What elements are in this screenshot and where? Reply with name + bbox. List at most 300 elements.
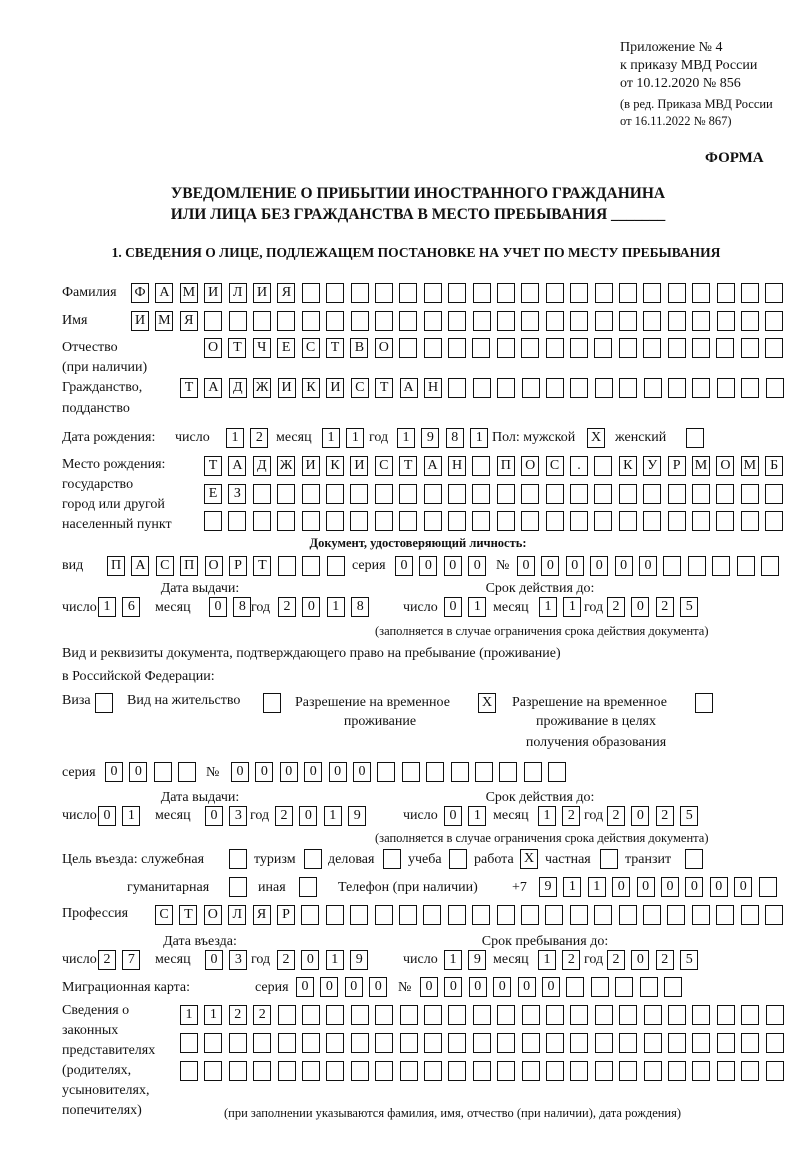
- char-cell[interactable]: 0: [631, 806, 649, 826]
- char-cell[interactable]: 0: [255, 762, 273, 782]
- char-cell[interactable]: 0: [299, 806, 317, 826]
- char-cell[interactable]: 2: [98, 950, 116, 970]
- char-cell[interactable]: [619, 283, 637, 303]
- char-cell[interactable]: 2: [278, 597, 296, 617]
- char-cell[interactable]: [766, 1033, 784, 1053]
- char-cell[interactable]: [595, 1005, 613, 1025]
- char-cell[interactable]: [594, 456, 612, 476]
- char-cell[interactable]: [497, 378, 515, 398]
- checkbox-cell[interactable]: [304, 849, 322, 869]
- char-cell[interactable]: 0: [631, 950, 649, 970]
- char-cell[interactable]: [302, 556, 320, 576]
- char-cell[interactable]: [615, 977, 633, 997]
- char-cell[interactable]: [692, 484, 710, 504]
- char-cell[interactable]: Р: [277, 905, 295, 925]
- char-cell[interactable]: 1: [470, 428, 488, 448]
- char-cell[interactable]: Л: [228, 905, 246, 925]
- char-cell[interactable]: [473, 1033, 491, 1053]
- char-cell[interactable]: [643, 484, 661, 504]
- char-cell[interactable]: З: [228, 484, 246, 504]
- char-cell[interactable]: А: [155, 283, 173, 303]
- char-cell[interactable]: [522, 1061, 540, 1081]
- char-cell[interactable]: [377, 762, 395, 782]
- char-cell[interactable]: Л: [229, 283, 247, 303]
- char-cell[interactable]: [595, 1033, 613, 1053]
- char-cell[interactable]: [692, 1033, 710, 1053]
- char-cell[interactable]: [668, 484, 686, 504]
- char-cell[interactable]: [375, 511, 393, 531]
- char-cell[interactable]: [448, 511, 466, 531]
- char-cell[interactable]: [350, 511, 368, 531]
- char-cell[interactable]: [497, 1005, 515, 1025]
- char-cell[interactable]: [497, 338, 515, 358]
- char-cell[interactable]: 1: [563, 877, 581, 897]
- char-cell[interactable]: 1: [538, 806, 556, 826]
- char-cell[interactable]: [644, 1033, 662, 1053]
- char-cell[interactable]: [351, 1005, 369, 1025]
- char-cell[interactable]: [741, 905, 759, 925]
- char-cell[interactable]: Б: [765, 456, 783, 476]
- char-cell[interactable]: [766, 1061, 784, 1081]
- char-cell[interactable]: [594, 905, 612, 925]
- char-cell[interactable]: [692, 511, 710, 531]
- char-cell[interactable]: [765, 905, 783, 925]
- char-cell[interactable]: 2: [656, 806, 674, 826]
- char-cell[interactable]: [400, 1005, 418, 1025]
- char-cell[interactable]: [546, 1061, 564, 1081]
- char-cell[interactable]: [716, 511, 734, 531]
- char-cell[interactable]: Н: [424, 378, 442, 398]
- char-cell[interactable]: 5: [680, 597, 698, 617]
- char-cell[interactable]: 0: [98, 806, 116, 826]
- char-cell[interactable]: В: [350, 338, 368, 358]
- char-cell[interactable]: [497, 1033, 515, 1053]
- char-cell[interactable]: [472, 338, 490, 358]
- char-cell[interactable]: [741, 283, 759, 303]
- char-cell[interactable]: 3: [229, 950, 247, 970]
- char-cell[interactable]: 0: [280, 762, 298, 782]
- char-cell[interactable]: 1: [346, 428, 364, 448]
- char-cell[interactable]: А: [424, 456, 442, 476]
- char-cell[interactable]: [180, 1033, 198, 1053]
- checkbox-cell[interactable]: [685, 849, 703, 869]
- char-cell[interactable]: [497, 905, 515, 925]
- char-cell[interactable]: 1: [539, 597, 557, 617]
- char-cell[interactable]: [399, 484, 417, 504]
- char-cell[interactable]: Ф: [131, 283, 149, 303]
- char-cell[interactable]: [619, 511, 637, 531]
- char-cell[interactable]: [277, 484, 295, 504]
- char-cell[interactable]: [741, 511, 759, 531]
- checkbox-cell[interactable]: X: [478, 693, 496, 713]
- char-cell[interactable]: [716, 484, 734, 504]
- char-cell[interactable]: [497, 1061, 515, 1081]
- char-cell[interactable]: [546, 511, 564, 531]
- char-cell[interactable]: 9: [468, 950, 486, 970]
- char-cell[interactable]: 5: [680, 950, 698, 970]
- char-cell[interactable]: [302, 283, 320, 303]
- char-cell[interactable]: [253, 511, 271, 531]
- char-cell[interactable]: П: [180, 556, 198, 576]
- checkbox-cell[interactable]: [299, 877, 317, 897]
- char-cell[interactable]: 1: [538, 950, 556, 970]
- char-cell[interactable]: 0: [296, 977, 314, 997]
- char-cell[interactable]: [402, 762, 420, 782]
- char-cell[interactable]: [277, 511, 295, 531]
- char-cell[interactable]: [351, 1061, 369, 1081]
- char-cell[interactable]: А: [131, 556, 149, 576]
- char-cell[interactable]: И: [326, 378, 344, 398]
- char-cell[interactable]: [521, 311, 539, 331]
- char-cell[interactable]: 1: [226, 428, 244, 448]
- char-cell[interactable]: [595, 378, 613, 398]
- char-cell[interactable]: [692, 378, 710, 398]
- char-cell[interactable]: 0: [444, 597, 462, 617]
- char-cell[interactable]: 0: [231, 762, 249, 782]
- char-cell[interactable]: М: [692, 456, 710, 476]
- char-cell[interactable]: [668, 283, 686, 303]
- char-cell[interactable]: О: [716, 456, 734, 476]
- char-cell[interactable]: 3: [229, 806, 247, 826]
- checkbox-cell[interactable]: [229, 877, 247, 897]
- char-cell[interactable]: [570, 378, 588, 398]
- char-cell[interactable]: [154, 762, 172, 782]
- char-cell[interactable]: [204, 1061, 222, 1081]
- char-cell[interactable]: [448, 311, 466, 331]
- char-cell[interactable]: [619, 1061, 637, 1081]
- char-cell[interactable]: И: [204, 283, 222, 303]
- char-cell[interactable]: [375, 905, 393, 925]
- char-cell[interactable]: .: [570, 456, 588, 476]
- char-cell[interactable]: [497, 511, 515, 531]
- char-cell[interactable]: [448, 1005, 466, 1025]
- char-cell[interactable]: [570, 311, 588, 331]
- char-cell[interactable]: [229, 1033, 247, 1053]
- char-cell[interactable]: [350, 905, 368, 925]
- char-cell[interactable]: [741, 1005, 759, 1025]
- char-cell[interactable]: [717, 311, 735, 331]
- char-cell[interactable]: [424, 283, 442, 303]
- char-cell[interactable]: [521, 484, 539, 504]
- char-cell[interactable]: 0: [566, 556, 584, 576]
- char-cell[interactable]: [472, 511, 490, 531]
- char-cell[interactable]: [473, 311, 491, 331]
- char-cell[interactable]: Ч: [253, 338, 271, 358]
- char-cell[interactable]: [619, 311, 637, 331]
- char-cell[interactable]: 0: [541, 556, 559, 576]
- char-cell[interactable]: [595, 283, 613, 303]
- checkbox-cell[interactable]: X: [520, 849, 538, 869]
- char-cell[interactable]: [448, 283, 466, 303]
- char-cell[interactable]: А: [228, 456, 246, 476]
- char-cell[interactable]: [351, 311, 369, 331]
- char-cell[interactable]: [375, 484, 393, 504]
- char-cell[interactable]: [497, 283, 515, 303]
- char-cell[interactable]: [399, 511, 417, 531]
- char-cell[interactable]: 0: [209, 597, 227, 617]
- char-cell[interactable]: [619, 378, 637, 398]
- char-cell[interactable]: [741, 1033, 759, 1053]
- char-cell[interactable]: [302, 1061, 320, 1081]
- char-cell[interactable]: [451, 762, 469, 782]
- char-cell[interactable]: 2: [607, 950, 625, 970]
- char-cell[interactable]: [473, 378, 491, 398]
- char-cell[interactable]: [472, 456, 490, 476]
- char-cell[interactable]: [472, 905, 490, 925]
- char-cell[interactable]: С: [351, 378, 369, 398]
- char-cell[interactable]: [570, 283, 588, 303]
- char-cell[interactable]: [688, 556, 706, 576]
- char-cell[interactable]: [521, 511, 539, 531]
- char-cell[interactable]: Т: [375, 378, 393, 398]
- char-cell[interactable]: [692, 905, 710, 925]
- char-cell[interactable]: [643, 311, 661, 331]
- char-cell[interactable]: [570, 1061, 588, 1081]
- char-cell[interactable]: [644, 1061, 662, 1081]
- char-cell[interactable]: 0: [468, 556, 486, 576]
- char-cell[interactable]: [277, 311, 295, 331]
- char-cell[interactable]: [375, 311, 393, 331]
- char-cell[interactable]: [546, 378, 564, 398]
- checkbox-cell[interactable]: [600, 849, 618, 869]
- char-cell[interactable]: [399, 338, 417, 358]
- char-cell[interactable]: [180, 1061, 198, 1081]
- char-cell[interactable]: [717, 1005, 735, 1025]
- char-cell[interactable]: 0: [105, 762, 123, 782]
- char-cell[interactable]: [668, 338, 686, 358]
- char-cell[interactable]: Р: [668, 456, 686, 476]
- char-cell[interactable]: [619, 905, 637, 925]
- char-cell[interactable]: 1: [468, 597, 486, 617]
- char-cell[interactable]: 1: [397, 428, 415, 448]
- char-cell[interactable]: О: [205, 556, 223, 576]
- char-cell[interactable]: Т: [228, 338, 246, 358]
- char-cell[interactable]: Ж: [277, 456, 295, 476]
- char-cell[interactable]: 8: [446, 428, 464, 448]
- checkbox-cell[interactable]: [695, 693, 713, 713]
- char-cell[interactable]: М: [180, 283, 198, 303]
- char-cell[interactable]: И: [278, 378, 296, 398]
- checkbox-cell[interactable]: X: [587, 428, 605, 448]
- char-cell[interactable]: 1: [204, 1005, 222, 1025]
- char-cell[interactable]: [426, 762, 444, 782]
- char-cell[interactable]: [668, 1033, 686, 1053]
- checkbox-cell[interactable]: [95, 693, 113, 713]
- char-cell[interactable]: [643, 905, 661, 925]
- char-cell[interactable]: 0: [615, 556, 633, 576]
- checkbox-cell[interactable]: [263, 693, 281, 713]
- char-cell[interactable]: [424, 1033, 442, 1053]
- char-cell[interactable]: [302, 511, 320, 531]
- char-cell[interactable]: [741, 484, 759, 504]
- char-cell[interactable]: [375, 1033, 393, 1053]
- char-cell[interactable]: П: [107, 556, 125, 576]
- char-cell[interactable]: У: [643, 456, 661, 476]
- char-cell[interactable]: 9: [350, 950, 368, 970]
- char-cell[interactable]: [521, 283, 539, 303]
- char-cell[interactable]: [302, 1005, 320, 1025]
- char-cell[interactable]: [595, 1061, 613, 1081]
- char-cell[interactable]: [473, 1005, 491, 1025]
- char-cell[interactable]: [668, 1005, 686, 1025]
- char-cell[interactable]: [668, 378, 686, 398]
- char-cell[interactable]: [278, 556, 296, 576]
- char-cell[interactable]: [375, 1005, 393, 1025]
- char-cell[interactable]: Т: [253, 556, 271, 576]
- char-cell[interactable]: [741, 1061, 759, 1081]
- char-cell[interactable]: И: [302, 456, 320, 476]
- char-cell[interactable]: [717, 378, 735, 398]
- char-cell[interactable]: [448, 338, 466, 358]
- char-cell[interactable]: [716, 338, 734, 358]
- char-cell[interactable]: 0: [444, 977, 462, 997]
- char-cell[interactable]: [302, 311, 320, 331]
- char-cell[interactable]: [546, 1033, 564, 1053]
- char-cell[interactable]: [448, 1061, 466, 1081]
- char-cell[interactable]: 2: [562, 806, 580, 826]
- char-cell[interactable]: [326, 283, 344, 303]
- char-cell[interactable]: [595, 311, 613, 331]
- char-cell[interactable]: [570, 905, 588, 925]
- char-cell[interactable]: 9: [539, 877, 557, 897]
- char-cell[interactable]: Т: [179, 905, 197, 925]
- char-cell[interactable]: 2: [275, 806, 293, 826]
- char-cell[interactable]: 1: [326, 950, 344, 970]
- char-cell[interactable]: И: [131, 311, 149, 331]
- char-cell[interactable]: [766, 378, 784, 398]
- char-cell[interactable]: [522, 378, 540, 398]
- char-cell[interactable]: [594, 484, 612, 504]
- char-cell[interactable]: М: [155, 311, 173, 331]
- char-cell[interactable]: 2: [607, 806, 625, 826]
- char-cell[interactable]: 1: [98, 597, 116, 617]
- char-cell[interactable]: [717, 283, 735, 303]
- char-cell[interactable]: [765, 511, 783, 531]
- char-cell[interactable]: 2: [229, 1005, 247, 1025]
- char-cell[interactable]: [278, 1061, 296, 1081]
- char-cell[interactable]: [497, 484, 515, 504]
- char-cell[interactable]: [423, 905, 441, 925]
- char-cell[interactable]: [351, 1033, 369, 1053]
- char-cell[interactable]: [546, 1005, 564, 1025]
- char-cell[interactable]: [668, 311, 686, 331]
- char-cell[interactable]: [301, 905, 319, 925]
- char-cell[interactable]: [475, 762, 493, 782]
- checkbox-cell[interactable]: [686, 428, 704, 448]
- char-cell[interactable]: 0: [369, 977, 387, 997]
- char-cell[interactable]: [399, 905, 417, 925]
- char-cell[interactable]: [643, 338, 661, 358]
- char-cell[interactable]: [521, 338, 539, 358]
- char-cell[interactable]: [448, 484, 466, 504]
- char-cell[interactable]: [448, 905, 466, 925]
- char-cell[interactable]: 0: [395, 556, 413, 576]
- char-cell[interactable]: [692, 311, 710, 331]
- char-cell[interactable]: [619, 1033, 637, 1053]
- char-cell[interactable]: [692, 1005, 710, 1025]
- char-cell[interactable]: [640, 977, 658, 997]
- char-cell[interactable]: 0: [542, 977, 560, 997]
- char-cell[interactable]: [302, 1033, 320, 1053]
- char-cell[interactable]: Е: [204, 484, 222, 504]
- char-cell[interactable]: Ж: [253, 378, 271, 398]
- char-cell[interactable]: [424, 1061, 442, 1081]
- char-cell[interactable]: Т: [204, 456, 222, 476]
- char-cell[interactable]: 9: [348, 806, 366, 826]
- char-cell[interactable]: 0: [631, 597, 649, 617]
- char-cell[interactable]: [766, 1005, 784, 1025]
- char-cell[interactable]: 5: [680, 806, 698, 826]
- char-cell[interactable]: 8: [233, 597, 251, 617]
- char-cell[interactable]: С: [302, 338, 320, 358]
- char-cell[interactable]: [765, 311, 783, 331]
- checkbox-cell[interactable]: [449, 849, 467, 869]
- char-cell[interactable]: [546, 283, 564, 303]
- char-cell[interactable]: [375, 1061, 393, 1081]
- char-cell[interactable]: [228, 511, 246, 531]
- char-cell[interactable]: [326, 1005, 344, 1025]
- char-cell[interactable]: 0: [329, 762, 347, 782]
- char-cell[interactable]: [522, 1005, 540, 1025]
- char-cell[interactable]: Т: [326, 338, 344, 358]
- char-cell[interactable]: [717, 1033, 735, 1053]
- char-cell[interactable]: 2: [253, 1005, 271, 1025]
- char-cell[interactable]: [278, 1005, 296, 1025]
- char-cell[interactable]: [473, 283, 491, 303]
- char-cell[interactable]: 0: [469, 977, 487, 997]
- char-cell[interactable]: [326, 1033, 344, 1053]
- char-cell[interactable]: [692, 283, 710, 303]
- char-cell[interactable]: [326, 511, 344, 531]
- char-cell[interactable]: [692, 338, 710, 358]
- char-cell[interactable]: [712, 556, 730, 576]
- char-cell[interactable]: 0: [320, 977, 338, 997]
- char-cell[interactable]: Я: [277, 283, 295, 303]
- char-cell[interactable]: [644, 378, 662, 398]
- char-cell[interactable]: [327, 556, 345, 576]
- char-cell[interactable]: 0: [518, 977, 536, 997]
- char-cell[interactable]: 0: [304, 762, 322, 782]
- char-cell[interactable]: 0: [612, 877, 630, 897]
- char-cell[interactable]: [229, 1061, 247, 1081]
- char-cell[interactable]: К: [326, 456, 344, 476]
- char-cell[interactable]: С: [546, 456, 564, 476]
- char-cell[interactable]: 0: [205, 806, 223, 826]
- char-cell[interactable]: 0: [205, 950, 223, 970]
- char-cell[interactable]: [546, 311, 564, 331]
- char-cell[interactable]: [619, 338, 637, 358]
- char-cell[interactable]: [741, 378, 759, 398]
- char-cell[interactable]: 0: [301, 950, 319, 970]
- char-cell[interactable]: Д: [229, 378, 247, 398]
- char-cell[interactable]: [204, 311, 222, 331]
- char-cell[interactable]: [548, 762, 566, 782]
- checkbox-cell[interactable]: [229, 849, 247, 869]
- char-cell[interactable]: [375, 283, 393, 303]
- char-cell[interactable]: [424, 511, 442, 531]
- char-cell[interactable]: С: [155, 905, 173, 925]
- char-cell[interactable]: 0: [353, 762, 371, 782]
- char-cell[interactable]: 2: [250, 428, 268, 448]
- char-cell[interactable]: 2: [562, 950, 580, 970]
- char-cell[interactable]: [765, 484, 783, 504]
- char-cell[interactable]: 1: [122, 806, 140, 826]
- char-cell[interactable]: [473, 1061, 491, 1081]
- char-cell[interactable]: М: [741, 456, 759, 476]
- char-cell[interactable]: 2: [656, 950, 674, 970]
- checkbox-cell[interactable]: [383, 849, 401, 869]
- char-cell[interactable]: [499, 762, 517, 782]
